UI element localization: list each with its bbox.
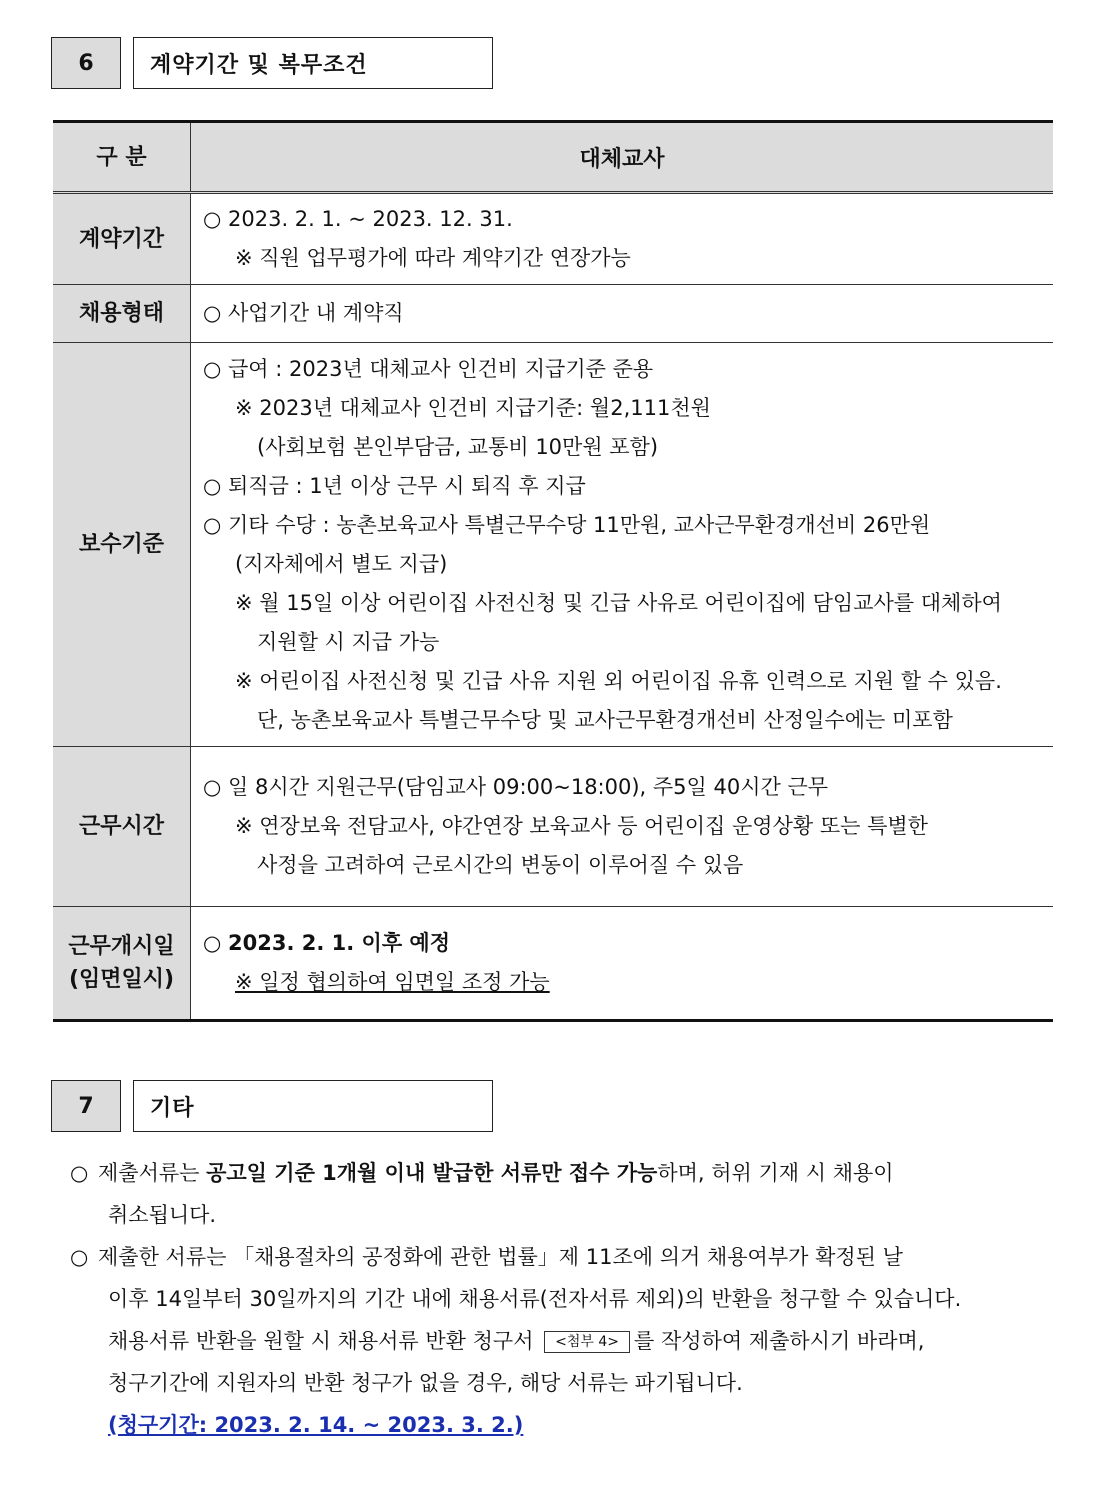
note-line: 취소됩니다. [108, 1203, 217, 1227]
row-label-line: (임면일시) [68, 967, 175, 992]
section-6-heading [51, 37, 493, 89]
content-line: ※ 2023년 대체교사 인건비 지급기준: 월2,111천원 [235, 395, 711, 420]
content-line [203, 963, 1043, 1002]
header-category: 구 분 [53, 122, 191, 193]
row-label: 보수기준 [53, 343, 191, 747]
row-content [191, 285, 1054, 343]
section-title: 기타 [133, 1080, 493, 1132]
note-text: 제출서류는 [98, 1161, 207, 1185]
claim-period: (청구기간: 2023. 2. 14. ~ 2023. 3. 2.) [108, 1413, 524, 1437]
content-line: (사회보험 본인부담금, 교통비 10만원 포함) [257, 434, 659, 459]
note-line [70, 1404, 1055, 1446]
bullet: ○ [203, 931, 222, 955]
bullet: ○ [70, 1161, 89, 1185]
note-line [70, 1236, 1055, 1278]
section-7-heading [51, 1080, 493, 1132]
row-content [191, 747, 1054, 907]
table-row-contract [53, 193, 1053, 285]
content-line: ○ 퇴직금 : 1년 이상 근무 시 퇴직 후 지급 [203, 473, 586, 498]
bullet: ○ [70, 1245, 89, 1269]
content-line: ※ 월 15일 이상 어린이집 사전신청 및 긴급 사유로 어린이집에 담임교사를 대체하여 [235, 590, 1002, 615]
content-line: (지자체에서 별도 지급) [235, 551, 448, 576]
adjustment-note: ※ 일정 협의하여 임면일 조정 가능 [235, 970, 550, 994]
table-row-employment [53, 285, 1053, 343]
table-row-start-date [53, 907, 1053, 1021]
attachment-tag: <첨부 4> [544, 1331, 630, 1353]
content-line: ○ 일 8시간 지원근무(담임교사 09:00~18:00), 주5일 40시간 근무 [203, 775, 829, 799]
row-label-line: 근무개시일 [68, 934, 175, 959]
content-line [203, 924, 1043, 963]
note-line: 청구기간에 지원자의 반환 청구가 없을 경우, 해당 서류는 파기됩니다. [108, 1371, 743, 1395]
note-line [70, 1320, 1055, 1362]
note-emphasis: 공고일 기준 1개월 이내 발급한 서류만 접수 가능 [206, 1161, 658, 1185]
content-line: ○ 사업기간 내 계약직 [203, 301, 404, 325]
content-line: ※ 연장보육 전담교사, 야간연장 보육교사 등 어린이집 운영상황 또는 특별한 [235, 814, 928, 838]
table-row-pay [53, 343, 1053, 747]
row-label: 근무시간 [53, 747, 191, 907]
header-substitute-teacher: 대체교사 [191, 122, 1054, 193]
note-text: 하며, 허위 기재 시 채용이 [657, 1161, 894, 1185]
note-line [70, 1152, 1055, 1194]
table-header-row [53, 122, 1053, 193]
content-line: ※ 직원 업무평가에 따라 계약기간 연장가능 [235, 246, 631, 270]
other-notes [70, 1152, 1055, 1446]
content-line: ○ 기타 수당 : 농촌보육교사 특별근무수당 11만원, 교사근무환경개선비 26만원 [203, 512, 931, 537]
content-line: 지원할 시 지급 가능 [257, 629, 440, 654]
row-label: 계약기간 [53, 193, 191, 285]
content-line: 사정을 고려하여 근로시간의 변동이 이루어질 수 있음 [257, 853, 744, 877]
start-date-text: 2023. 2. 1. 이후 예정 [228, 931, 451, 955]
conditions-table [53, 120, 1053, 1022]
note-text: 제출한 서류는 「채용절차의 공정화에 관한 법률」제 11조에 의거 채용여부가 확정된 날 [98, 1245, 903, 1269]
note-text: 채용서류 반환을 원할 시 채용서류 반환 청구서 [108, 1329, 534, 1353]
content-line: 단, 농촌보육교사 특별근무수당 및 교사근무환경개선비 산정일수에는 미포함 [257, 707, 953, 732]
table-row-hours [53, 747, 1053, 907]
content-line: ○ 2023. 2. 1. ~ 2023. 12. 31. [203, 207, 513, 231]
note-line: 이후 14일부터 30일까지의 기간 내에 채용서류(전자서류 제외)의 반환을 청구할 수 있습니다. [108, 1287, 962, 1311]
note-text: 를 작성하여 제출하시기 바라며, [634, 1329, 925, 1353]
row-label: 채용형태 [53, 285, 191, 343]
row-content [191, 193, 1054, 285]
row-content [191, 343, 1054, 747]
section-number: 7 [51, 1080, 121, 1132]
section-title: 계약기간 및 복무조건 [133, 37, 493, 89]
row-content [191, 907, 1054, 1021]
row-label [53, 907, 191, 1021]
content-line: ※ 어린이집 사전신청 및 긴급 사유 지원 외 어린이집 유휴 인력으로 지원 할 수 있음. [235, 668, 1002, 693]
content-line: ○ 급여 : 2023년 대체교사 인건비 지급기준 준용 [203, 356, 654, 381]
section-number: 6 [51, 37, 121, 89]
